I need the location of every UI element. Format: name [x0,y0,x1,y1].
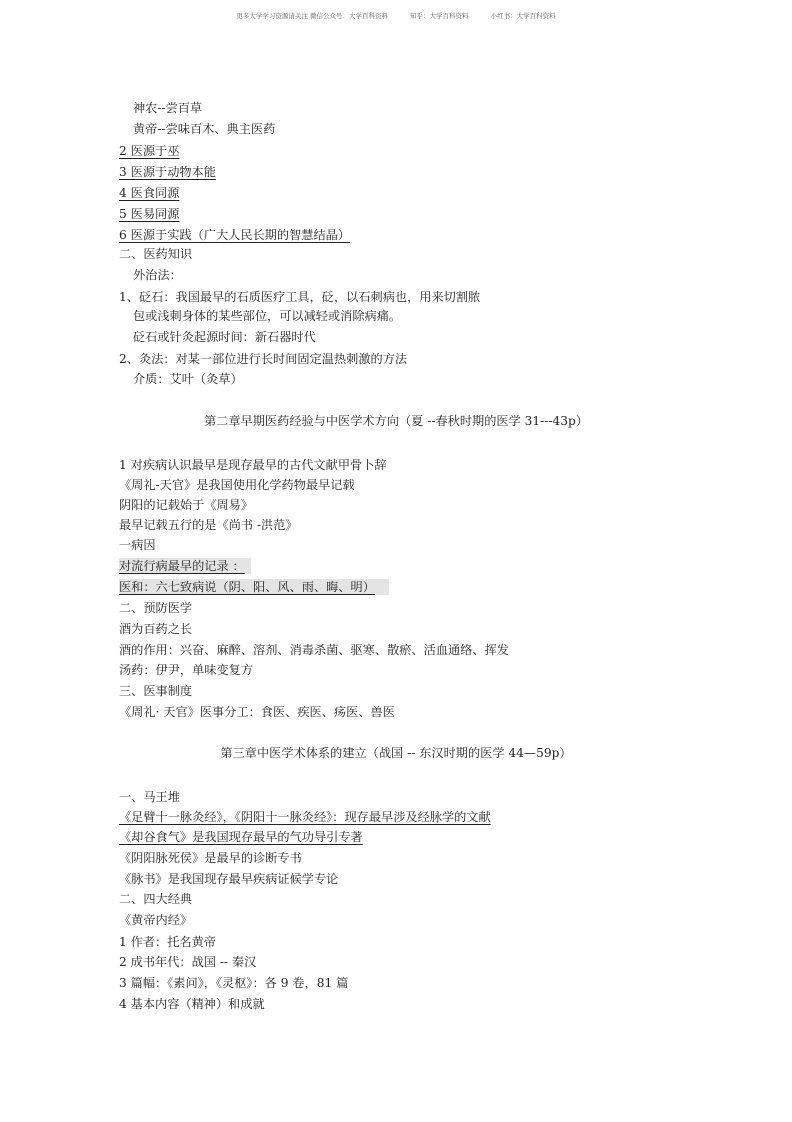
chapter-title: 第二章早期医药经验与中医学术方向（夏 --春秋时期的医学 31---43p） [203,414,589,428]
section-heading: 二、四大经典 [119,892,193,906]
text-line: 最早记载五行的是《尚书 -洪范》 [119,518,298,532]
section-heading: 一病因 [119,538,156,552]
numbered-item: 5 医易同源 [119,207,180,221]
text-line: 黄帝--尝味百木、典主医药 [133,122,276,136]
text-line: 《阴阳脉死侯》是最早的诊断专书 [119,851,302,865]
header-right: 小红书：大学百科资料 [490,12,556,20]
numbered-item: 3 医源于动物本能 [119,165,216,179]
highlighted-line: 医和：六七致病说（阴、阳、风、雨、晦、明） [119,579,389,595]
numbered-item: 2 医源于巫 [119,144,180,158]
section-heading: 二、医药知识 [119,247,193,261]
text-line: 2、灸法：对某一部位进行长时间固定温热刺激的方法 [119,352,408,366]
text-line: 介质：艾叶（灸草） [133,372,243,386]
text-line: 1 对疾病认识最早是现存最早的古代文献甲骨卜辞 [119,458,387,472]
text-line: 《黄帝内经》 [119,913,193,927]
text-line: 《周礼-天官》是我国使用化学药物最早记载 [119,478,355,492]
section-heading: 三、医事制度 [119,684,193,698]
text-line: 1 作者：托名黄帝 [119,935,216,949]
page-header [0,11,792,20]
text-line: 3 篇幅：《素问》，《灵枢》：各 9 卷，81 篇 [119,976,349,990]
header-middle: 知乎：大学百科资料 [410,12,469,20]
text-line: 2 成书年代：战国 -- 秦汉 [119,955,257,969]
text-line: 《周礼· 天官》医事分工：食医、疾医、疡医、兽医 [119,705,395,719]
text-line: 外治法： [133,268,182,282]
chapter-title: 第三章中医学术体系的建立（战国 -- 东汉时期的医学 44—59p） [220,746,572,760]
underlined-line: 《足臂十一脉灸经》，《阴阳十一脉灸经》：现存最早涉及经脉学的文献 [119,810,491,824]
text-line: 汤药：伊尹，单味变复方 [119,663,254,677]
text-line: 酒的作用：兴奋、麻醉、溶剂、消毒杀菌、驱寒、散瘀、活血通络、挥发 [119,643,509,657]
text-line: 酒为百药之长 [119,622,193,636]
text-line: 神农--尝百草 [133,101,203,115]
text-line: 4 基本内容（精神）和成就 [119,997,265,1011]
underlined-line: 《却谷食气》是我国现存最早的气功导引专著 [119,830,363,844]
text-line: 1、砭石：我国最早的石质医疗工具，砭，以石刺病也，用来切割脓 [119,290,481,304]
text-line: 《脉书》是我国现存最早疾病证候学专论 [119,872,339,886]
text-line: 包或浅刺身体的某些部位，可以减轻或消除病痛。 [133,309,402,323]
header-left: 更多大学学习资源请关注 微信公众号：大学百科资料 [236,12,388,20]
text-line: 阴阳的记载始于《周易》 [119,498,254,512]
text-line: 砭石或针灸起源时间：新石器时代 [133,330,316,344]
numbered-item: 4 医食同源 [119,186,180,200]
highlighted-line: 对流行病最早的记录 ： [119,558,251,574]
numbered-item: 6 医源于实践（广大人民长期的智慧结晶） [119,228,351,242]
section-heading: 二、预防医学 [119,601,193,615]
section-heading: 一、马王堆 [119,790,180,804]
